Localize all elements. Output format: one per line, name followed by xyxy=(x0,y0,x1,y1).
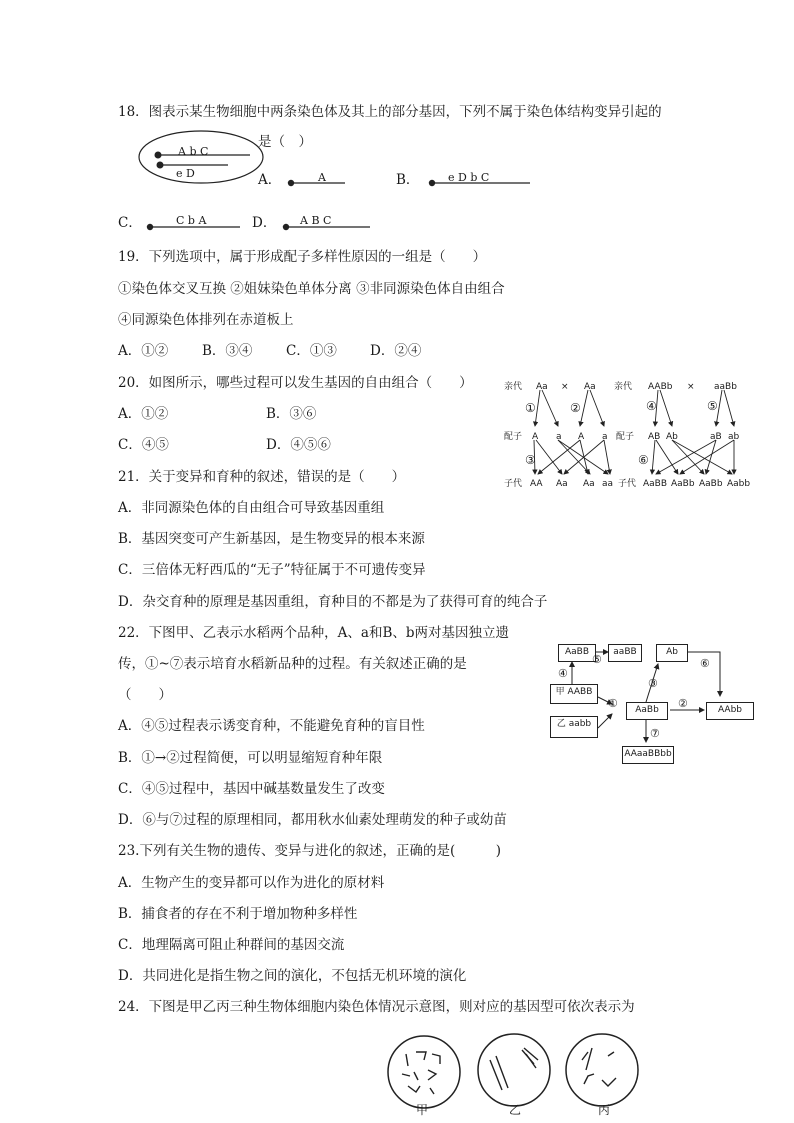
q22-box-AaBB: AaBB xyxy=(558,644,596,662)
q20-fig-step5: ⑤ xyxy=(707,399,718,413)
q20-option-c[interactable]: C．④⑤ xyxy=(118,437,169,453)
q18-option-a-genes: A xyxy=(318,171,326,184)
q20-fig-step3: ③ xyxy=(525,453,536,467)
q21-stem: 21．关于变异和育种的叙述，错误的是（ ） xyxy=(118,469,406,485)
q22-stem-line1: 22．下图甲、乙表示水稻两个品种，A、a和B、b两对基因独立遗 xyxy=(118,625,510,641)
q20-fig-right-parent1: AABb xyxy=(648,382,673,392)
q20-fig-gamete-label-left: 配子 xyxy=(504,432,523,442)
q24-cell-label-jia: 甲 xyxy=(416,1103,429,1117)
q22-box-jia: 甲 AABB xyxy=(550,684,598,704)
q20-fig-step6: ⑥ xyxy=(638,453,649,467)
q20-fig-left-gamete4: a xyxy=(602,432,608,442)
q23-option-a[interactable]: A．生物产生的变异都可以作为进化的原材料 xyxy=(118,875,385,891)
q20-fig-offspring-label-left: 子代 xyxy=(504,479,523,489)
q19-option-d[interactable]: D．②④ xyxy=(370,343,422,359)
q20-fig-left-offspring2: Aa xyxy=(556,479,568,489)
q19-items-line1: ①染色体交叉互换 ②姐妹染色单体分离 ③非同源染色体自由组合 xyxy=(118,281,505,297)
q20-fig-offspring-label-right: 子代 xyxy=(618,479,637,489)
q18-option-b-label[interactable]: B． xyxy=(396,172,420,188)
q20-fig-right-gamete3: aB xyxy=(710,432,722,442)
q18-option-a-label[interactable]: A． xyxy=(258,172,282,188)
q20-fig-right-offspring2: AaBb xyxy=(671,479,695,489)
q18-option-d-genes: A B C xyxy=(300,214,332,227)
q18-option-a-chromosome xyxy=(285,178,345,188)
q22-step5: ⑤ xyxy=(592,653,602,666)
q23-option-c[interactable]: C．地理隔离可阻止种群间的基因交流 xyxy=(118,937,345,953)
q24-cell-bing xyxy=(562,1030,642,1110)
q20-fig-right-parent2: aaBb xyxy=(714,382,737,392)
q22-option-c[interactable]: C．④⑤过程中，基因中碱基数量发生了改变 xyxy=(118,781,385,797)
q20-fig-right-offspring1: AaBB xyxy=(643,479,668,489)
q24-cell-label-yi: 乙 xyxy=(509,1103,522,1117)
q20-fig-right-gamete1: AB xyxy=(648,432,661,442)
q22-box-tetraploid: AAaaBBbb xyxy=(622,746,674,764)
q20-fig-left-parent2: Aa xyxy=(584,382,596,392)
q20-fig-right-gamete2: Ab xyxy=(666,432,678,442)
q24-stem: 24．下图是甲乙丙三种生物体细胞内染色体情况示意图，则对应的基因型可依次表示为 xyxy=(118,999,635,1015)
q18-option-c-label[interactable]: C． xyxy=(118,215,142,231)
q20-option-b[interactable]: B．③⑥ xyxy=(266,406,317,422)
q22-box-AAbb: AAbb xyxy=(706,702,754,720)
q22-option-a[interactable]: A．④⑤过程表示诱变育种，不能避免育种的盲目性 xyxy=(118,718,425,734)
q20-fig-left-offspring4: aa xyxy=(602,479,614,489)
q20-option-a[interactable]: A．①② xyxy=(118,406,169,422)
q20-fig-left-offspring1: AA xyxy=(530,479,543,489)
q23-option-d[interactable]: D．共同进化是指生物之间的演化，不包括无机环境的演化 xyxy=(118,968,467,984)
q19-stem: 19．下列选项中，属于形成配子多样性原因的一组是（ ） xyxy=(118,249,487,265)
q20-fig-left-gamete1: A xyxy=(532,432,539,442)
q22-box-AaBb: AaBb xyxy=(626,702,668,720)
q20-fig-left-cross: × xyxy=(561,382,569,392)
q20-fig-gamete-label-right: 配子 xyxy=(616,432,635,442)
q21-option-c[interactable]: C．三倍体无籽西瓜的“无子”特征属于不可遗传变异 xyxy=(118,562,426,578)
q22-box-Ab: Ab xyxy=(656,644,688,662)
q18-option-b-genes: e D b C xyxy=(448,171,490,184)
q21-option-b[interactable]: B．基因突变可产生新基因，是生物变异的根本来源 xyxy=(118,531,425,547)
q21-option-d[interactable]: D．杂交育种的原理是基因重组，育种目的不都是为了获得可育的纯合子 xyxy=(118,594,548,610)
q20-fig-left-parent1: Aa xyxy=(536,382,548,392)
q22-option-d[interactable]: D．⑥与⑦过程的原理相同，都用秋水仙素处理萌发的种子或幼苗 xyxy=(118,812,507,828)
q20-fig-right-cross: × xyxy=(687,382,695,392)
q20-fig-right-offspring4: Aabb xyxy=(727,479,751,489)
q22-step4: ④ xyxy=(558,667,568,680)
q20-fig-step1: ① xyxy=(525,401,536,415)
q22-step3: ③ xyxy=(648,677,658,690)
q23-stem: 23.下列有关生物的遗传、变异与进化的叙述，正确的是( ) xyxy=(118,843,502,859)
q20-fig-left-gamete3: A xyxy=(578,432,585,442)
q22-step7: ⑦ xyxy=(650,727,660,740)
q18-fig-genes-bottom: e D xyxy=(176,167,195,180)
q19-items-line2: ④同源染色体排列在赤道板上 xyxy=(118,312,294,328)
q20-fig-right-offspring3: AaBb xyxy=(699,479,723,489)
q20-stem: 20．如图所示，哪些过程可以发生基因的自由组合（ ） xyxy=(118,375,473,391)
q22-stem-line2: 传，①~⑦表示培育水稻新品种的过程。有关叙述正确的是 xyxy=(118,656,467,672)
q19-option-c[interactable]: C．①③ xyxy=(286,343,337,359)
q20-option-d[interactable]: D．④⑤⑥ xyxy=(266,437,331,453)
q18-stem: 18．图表示某生物细胞中两条染色体及其上的部分基因，下列不属于染色体结构变异引起的 xyxy=(118,104,662,120)
q20-fig-parent-label-right: 亲代 xyxy=(614,382,633,392)
q19-option-a[interactable]: A．①② xyxy=(118,343,169,359)
q24-cell-label-bing: 丙 xyxy=(598,1103,611,1117)
q18-stem-cont: 是（ ） xyxy=(258,134,312,150)
q19-option-b[interactable]: B．③④ xyxy=(202,343,253,359)
q22-box-aaBB: aaBB xyxy=(608,644,642,662)
q22-box-yi: 乙 aabb xyxy=(550,716,598,738)
q20-fig-left-offspring3: Aa xyxy=(583,479,595,489)
q21-option-a[interactable]: A．非同源染色体的自由组合可导致基因重组 xyxy=(118,500,385,516)
q18-fig-genes-top: A b C xyxy=(178,145,209,158)
q22-step2: ② xyxy=(678,697,688,710)
q18-option-d-label[interactable]: D． xyxy=(252,215,277,231)
q20-fig-left-gamete2: a xyxy=(556,432,562,442)
q20-fig-step2: ② xyxy=(570,401,581,415)
q20-fig-right-gamete4: ab xyxy=(728,432,740,442)
q18-option-c-genes: C b A xyxy=(176,214,207,227)
q24-cell-yi xyxy=(474,1030,554,1110)
q22-option-b[interactable]: B．①→②过程简便，可以明显缩短育种年限 xyxy=(118,750,383,766)
q20-fig-step4: ④ xyxy=(646,399,657,413)
q22-step1: ① xyxy=(608,697,618,710)
q20-fig-parent-label-left: 亲代 xyxy=(504,382,523,392)
q23-option-b[interactable]: B．捕食者的存在不利于增加物种多样性 xyxy=(118,906,358,922)
q22-stem-line3: （ ） xyxy=(118,687,172,703)
q22-step6: ⑥ xyxy=(700,657,710,670)
